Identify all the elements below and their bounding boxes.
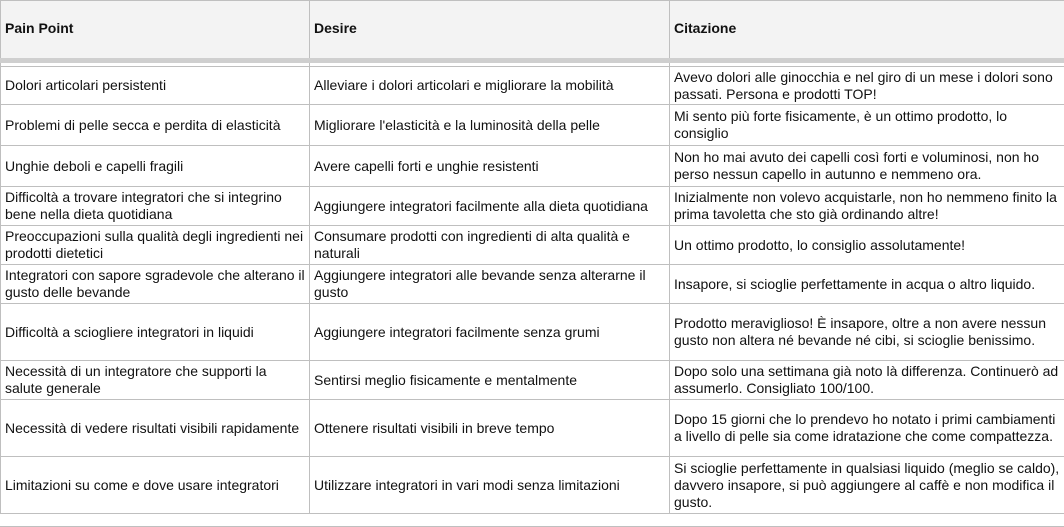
cell-desire[interactable]: Consumare prodotti con ingredienti di alta qualità e naturali <box>310 226 670 265</box>
table-row <box>1 400 1064 457</box>
cell-pain-point[interactable]: Dolori articolari persistenti <box>1 67 310 105</box>
table-row <box>1 226 1064 265</box>
cell-citazione[interactable]: Avevo dolori alle ginocchia e nel giro di un mese i dolori sono passati. Persona e prodotti TOP! <box>670 67 1064 105</box>
cell-pain-point[interactable]: Unghie deboli e capelli fragili <box>1 146 310 187</box>
table-row <box>1 67 1064 105</box>
cell-desire[interactable]: Utilizzare integratori in vari modi senza limitazioni <box>310 457 670 514</box>
table-row <box>1 457 1064 514</box>
table-row <box>1 304 1064 361</box>
cell-desire[interactable]: Avere capelli forti e unghie resistenti <box>310 146 670 187</box>
cell-citazione[interactable]: Mi sento più forte fisicamente, è un ottimo prodotto, lo consiglio <box>670 105 1064 146</box>
cell-citazione[interactable]: Un ottimo prodotto, lo consiglio assolutamente! <box>670 226 1064 265</box>
cell-citazione[interactable]: Dopo solo una settimana già noto là differenza. Continuerò ad assumerlo. Consigliato 100/100. <box>670 361 1064 400</box>
cell-desire[interactable]: Migliorare l'elasticità e la luminosità della pelle <box>310 105 670 146</box>
cell-desire[interactable]: Aggiungere integratori facilmente senza grumi <box>310 304 670 361</box>
table-row <box>1 105 1064 146</box>
header-row <box>1 1 1064 61</box>
table-row <box>1 361 1064 400</box>
header-pain-point[interactable]: Pain Point <box>1 1 310 61</box>
cell-desire[interactable]: Aggiungere integratori facilmente alla dieta quotidiana <box>310 187 670 226</box>
cell-pain-point[interactable]: Necessità di un integratore che supporti la salute generale <box>1 361 310 400</box>
cell-citazione[interactable]: Prodotto meraviglioso! È insapore, oltre a non avere nessun gusto non altera né bevande né cibi, si scioglie benissimo. <box>670 304 1064 361</box>
cell-pain-point[interactable]: Preoccupazioni sulla qualità degli ingredienti nei prodotti dietetici <box>1 226 310 265</box>
header-desire[interactable]: Desire <box>310 1 670 61</box>
cell-pain-point[interactable]: Necessità di vedere risultati visibili rapidamente <box>1 400 310 457</box>
table-row <box>1 187 1064 226</box>
cell-desire[interactable]: Aggiungere integratori alle bevande senza alterarne il gusto <box>310 265 670 304</box>
cell-citazione[interactable]: Non ho mai avuto dei capelli così forti e voluminosi, non ho perso nessun capello in autunno e nemmeno ora. <box>670 146 1064 187</box>
cell-pain-point[interactable]: Difficoltà a sciogliere integratori in liquidi <box>1 304 310 361</box>
cell-pain-point[interactable]: Problemi di pelle secca e perdita di elasticità <box>1 105 310 146</box>
cell-desire[interactable]: Sentirsi meglio fisicamente e mentalmente <box>310 361 670 400</box>
cell-citazione[interactable]: Inizialmente non volevo acquistarle, non ho nemmeno finito la prima tavoletta che sto già ordinando altre! <box>670 187 1064 226</box>
cell-citazione[interactable]: Si scioglie perfettamente in qualsiasi liquido (meglio se caldo), davvero insapore, si può aggiungere al caffè e non modifica il gusto. <box>670 457 1064 514</box>
cell-desire[interactable]: Ottenere risultati visibili in breve tempo <box>310 400 670 457</box>
table-row <box>1 265 1064 304</box>
cell-citazione[interactable]: Insapore, si scioglie perfettamente in acqua o altro liquido. <box>670 265 1064 304</box>
header-citazione[interactable]: Citazione <box>670 1 1064 61</box>
cell-pain-point[interactable]: Integratori con sapore sgradevole che alterano il gusto delle bevande <box>1 265 310 304</box>
cell-pain-point[interactable]: Difficoltà a trovare integratori che si integrino bene nella dieta quotidiana <box>1 187 310 226</box>
cell-pain-point[interactable]: Limitazioni su come e dove usare integratori <box>1 457 310 514</box>
cell-desire[interactable]: Alleviare i dolori articolari e migliorare la mobilità <box>310 67 670 105</box>
table-row <box>1 146 1064 187</box>
cell-citazione[interactable]: Dopo 15 giorni che lo prendevo ho notato i primi cambiamenti a livello di pelle sia come idratazione che come compattezza. <box>670 400 1064 457</box>
